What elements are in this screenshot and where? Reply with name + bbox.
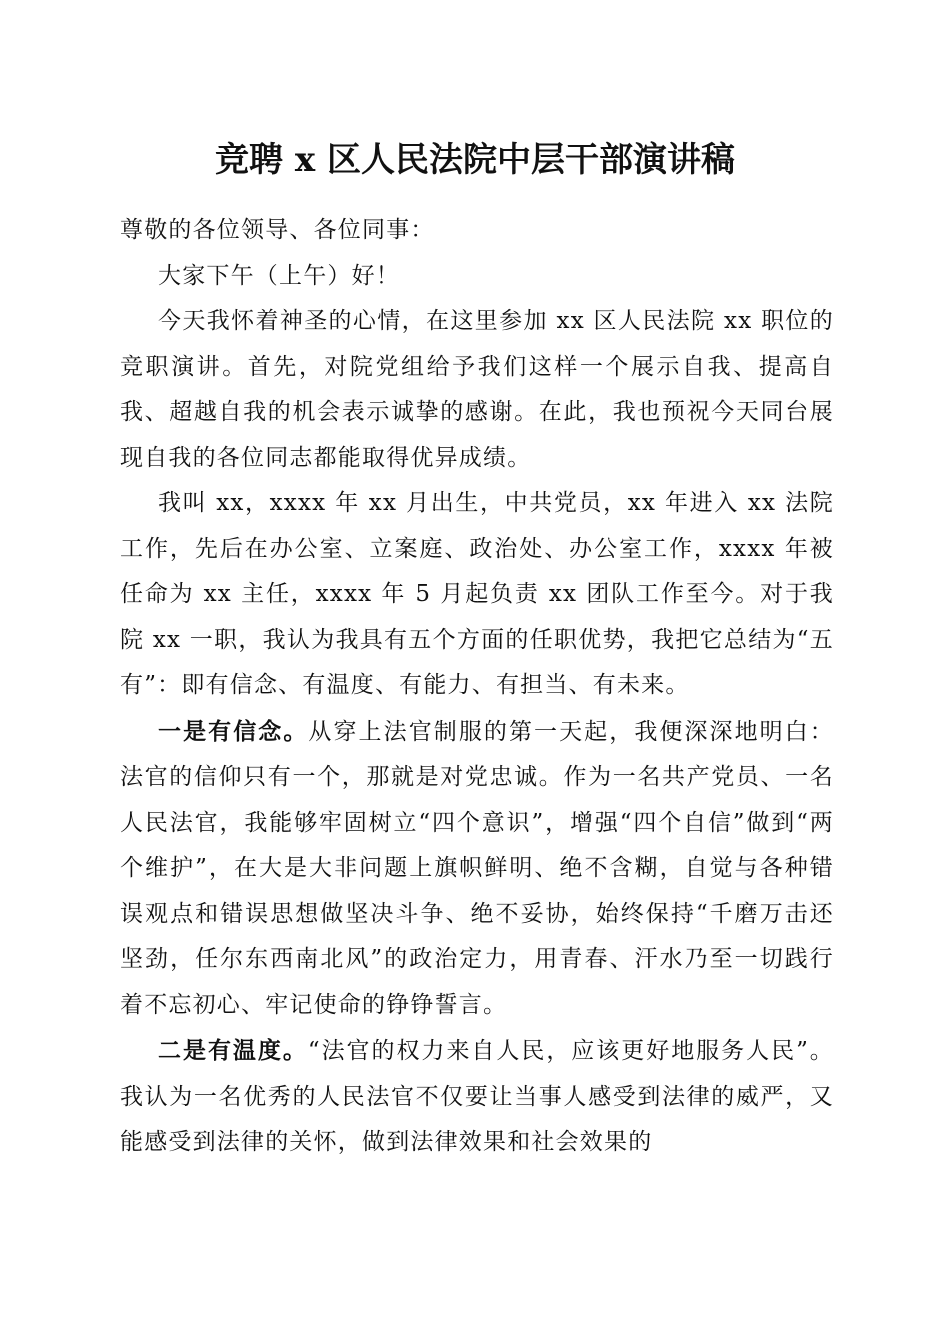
paragraph-warmth-text: “法官的权力来自人民，应该更好地服务人民”。我认为一名优秀的人民法官不仅要让当事人感受到法律的威严，又能感受到法律的关怀，做到法律效果和社会效果的 xyxy=(120,1038,834,1155)
paragraph-warmth-lead: 二是有温度。 xyxy=(158,1037,308,1064)
salutation: 尊敬的各位领导、各位同事： xyxy=(120,217,435,243)
document-title: 竞聘 x 区人民法院中层干部演讲稿 xyxy=(215,140,735,180)
paragraph-background: 我叫 xx，xxxx 年 xx 月出生，中共党员，xx 年进入 xx 法院工作，先后在办公室、立案庭、政治处、办公室工作，xxxx 年被任命为 xx 主任，xxxx 年 5 月起负责 xx 团队工作至今。对于我院 xx 一职，我认为我具有五个方面的任职优势，我把它总结为“五有”：即有信念、有温度、有能力、有担当、有未来。 xyxy=(120,490,834,698)
paragraph-belief-text: 从穿上法官制服的第一天起，我便深深地明白：法官的信仰只有一个，那就是对党忠诚。作为一名共产党员、一名人民法官，我能够牢固树立“四个意识”，增强“四个自信”做到“两个维护”，在大是大非问题上旗帜鲜明、绝不含糊，自觉与各种错误观点和错误思想做坚决斗争、绝不妥协，始终保持“千磨万击还坚劲，任尔东西南北风”的政治定力，用青春、汗水乃至一切践行着不忘初心、牢记使命的铮铮誓言。 xyxy=(120,718,835,1018)
paragraph-warmth xyxy=(120,1028,834,1166)
paragraph-belief-lead: 一是有信念。 xyxy=(158,717,309,745)
document-body xyxy=(120,208,834,1166)
paragraph-intro: 今天我怀着神圣的心情，在这里参加 xx 区人民法院 xx 职位的竞职演讲。首先，对院党组给予我们这样一个展示自我、提高自我、超越自我的机会表示诚挚的感谢。在此，我也预祝今天同台展现自我的各位同志都能取得优异成绩。 xyxy=(120,308,834,471)
paragraph-belief xyxy=(120,709,834,1029)
greeting: 大家下午（上午）好！ xyxy=(158,262,400,289)
